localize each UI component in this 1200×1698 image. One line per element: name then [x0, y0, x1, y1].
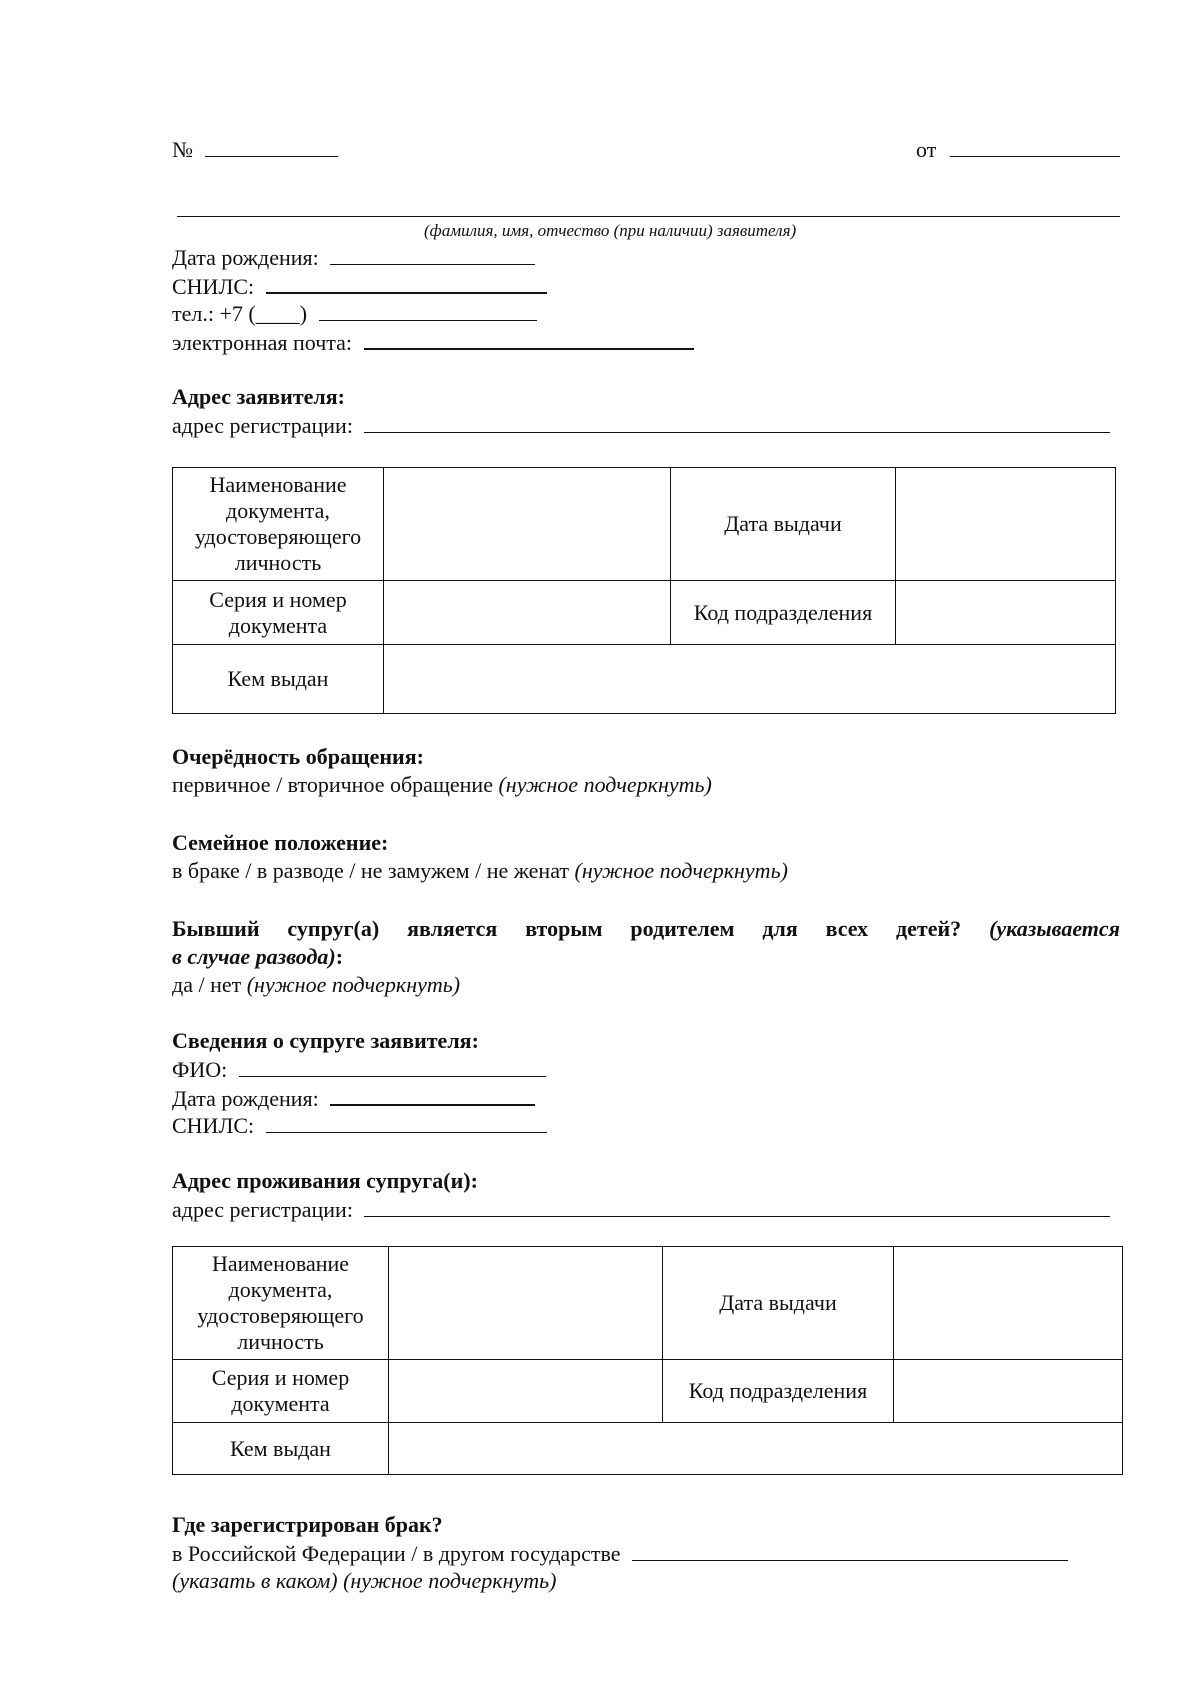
- marriage-text: в Российской Федерации / в другом государстве: [172, 1541, 621, 1566]
- ex-spouse-note-row: [172, 944, 343, 970]
- spouse-snils-field[interactable]: [266, 1112, 547, 1133]
- spouse-birth-row: [172, 1084, 535, 1112]
- spouse-birth-label: Дата рождения:: [172, 1086, 319, 1111]
- marriage-note: (указать в каком) (нужное подчеркнуть): [172, 1568, 557, 1593]
- order-row: [172, 772, 712, 798]
- applicant-name-field[interactable]: [177, 196, 1120, 217]
- division-code-header: Код подразделения: [671, 581, 896, 645]
- table-row: [173, 1423, 1123, 1475]
- spouse-birth-field[interactable]: [330, 1084, 535, 1106]
- order-title: Очерёдность обращения:: [172, 744, 424, 769]
- number-row: [172, 136, 338, 163]
- spouse-address-row: [172, 1196, 1110, 1223]
- date-field[interactable]: [950, 136, 1120, 157]
- table-row: [173, 1247, 1123, 1360]
- family-text: в браке / в разводе / не замужем / не женат: [172, 858, 575, 883]
- spouse-issued-by-cell[interactable]: [389, 1423, 1123, 1475]
- ex-spouse-title: Бывший супруг(а) является вторым родителем для всех детей?: [172, 916, 962, 941]
- order-note: (нужное подчеркнуть): [498, 772, 712, 797]
- order-text: первичное / вторичное обращение: [172, 772, 499, 797]
- applicant-email-field[interactable]: [364, 328, 694, 350]
- table-row: [173, 468, 1116, 581]
- doc-name-header: Наименование документа, удостоверяющего личность: [173, 468, 384, 581]
- applicant-address-field[interactable]: [364, 412, 1110, 433]
- spouse-title: Сведения о супруге заявителя:: [172, 1028, 479, 1053]
- table-row: [173, 1360, 1123, 1423]
- applicant-address-label: адрес регистрации:: [172, 413, 353, 438]
- family-note: (нужное подчеркнуть): [574, 858, 788, 883]
- doc-name-cell[interactable]: [384, 468, 671, 581]
- spouse-series-number-cell[interactable]: [389, 1360, 663, 1423]
- series-number-header: Серия и номер документа: [173, 581, 384, 645]
- spouse-address-label: адрес регистрации:: [172, 1197, 353, 1222]
- applicant-phone-label: тел.: +7 (____): [172, 301, 308, 326]
- spouse-issued-by-header: Кем выдан: [173, 1423, 389, 1475]
- spouse-fio-row: [172, 1056, 546, 1083]
- spouse-fio-label: ФИО:: [172, 1057, 228, 1082]
- ex-spouse-text: да / нет: [172, 972, 247, 997]
- series-number-cell[interactable]: [384, 581, 671, 645]
- applicant-address-row: [172, 412, 1110, 439]
- date-row: [916, 136, 1120, 163]
- applicant-phone-row: [172, 300, 537, 327]
- spouse-snils-label: СНИЛС:: [172, 1113, 255, 1138]
- applicant-address-title: Адрес заявителя:: [172, 384, 345, 409]
- spouse-division-code-cell[interactable]: [894, 1360, 1123, 1423]
- spouse-document-table: [172, 1246, 1123, 1475]
- spouse-address-title: Адрес проживания супруга(и):: [172, 1168, 478, 1193]
- spouse-issue-date-header: Дата выдачи: [663, 1247, 894, 1360]
- applicant-birth-row: [172, 244, 535, 271]
- spouse-doc-name-cell[interactable]: [389, 1247, 663, 1360]
- ex-spouse-note-2: в случае развода): [172, 944, 336, 969]
- ex-spouse-note-1: (указывается: [989, 916, 1120, 941]
- issued-by-header: Кем выдан: [173, 645, 384, 714]
- applicant-email-row: [172, 328, 694, 356]
- issue-date-cell[interactable]: [896, 468, 1116, 581]
- applicant-birth-field[interactable]: [330, 244, 535, 265]
- spouse-doc-name-header: Наименование документа, удостоверяющего личность: [173, 1247, 389, 1360]
- number-label: №: [172, 137, 193, 162]
- marriage-row: [172, 1540, 1068, 1567]
- applicant-document-table: [172, 467, 1116, 714]
- ex-spouse-note: (нужное подчеркнуть): [246, 972, 461, 997]
- applicant-birth-label: Дата рождения:: [172, 245, 319, 270]
- spouse-fio-field[interactable]: [239, 1056, 546, 1077]
- ex-spouse-colon: :: [335, 944, 344, 969]
- date-label: от: [916, 137, 937, 162]
- marriage-title: Где зарегистрирован брак?: [172, 1512, 443, 1537]
- applicant-snils-label: СНИЛС:: [172, 274, 255, 299]
- issue-date-header: Дата выдачи: [671, 468, 896, 581]
- issued-by-cell[interactable]: [384, 645, 1116, 714]
- ex-spouse-question: [172, 916, 1120, 942]
- family-row: [172, 858, 788, 884]
- spouse-address-field[interactable]: [364, 1196, 1110, 1217]
- applicant-phone-field[interactable]: [319, 300, 537, 321]
- spouse-division-code-header: Код подразделения: [663, 1360, 894, 1423]
- table-row: [173, 645, 1116, 714]
- table-row: [173, 581, 1116, 645]
- number-field[interactable]: [205, 136, 338, 157]
- applicant-name-caption: (фамилия, имя, отчество (при наличии) заявителя): [424, 221, 797, 240]
- spouse-snils-row: [172, 1112, 547, 1139]
- spouse-series-number-header: Серия и номер документа: [173, 1360, 389, 1423]
- applicant-snils-row: [172, 272, 547, 300]
- family-title: Семейное положение:: [172, 830, 389, 855]
- marriage-country-field[interactable]: [632, 1540, 1068, 1561]
- ex-spouse-answer-row: [172, 972, 460, 998]
- division-code-cell[interactable]: [896, 581, 1116, 645]
- spouse-issue-date-cell[interactable]: [894, 1247, 1123, 1360]
- applicant-email-label: электронная почта:: [172, 330, 353, 355]
- applicant-snils-field[interactable]: [266, 272, 547, 294]
